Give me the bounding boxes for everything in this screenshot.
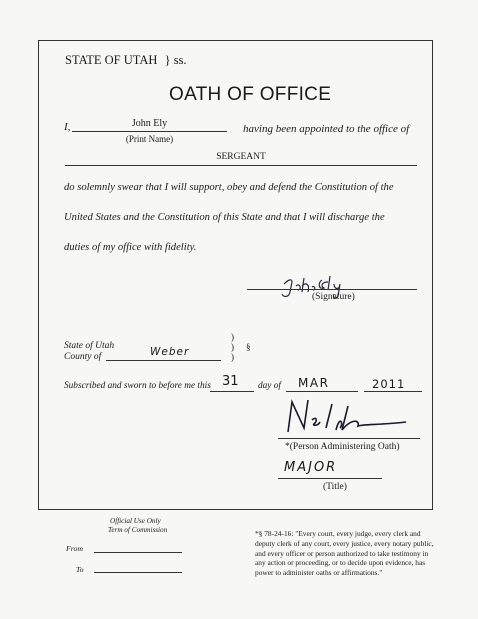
office-line <box>65 165 417 166</box>
month-line <box>286 391 358 392</box>
ss-label: } ss. <box>164 53 187 67</box>
state-heading <box>65 53 187 68</box>
statute-line: and every officer or person authorized to take testimony in <box>255 548 429 558</box>
statute-text <box>255 529 434 578</box>
appointed-text: having been appointed to the office of <box>243 123 410 135</box>
month-value: MAR <box>298 376 330 390</box>
oath-line-2: United States and the Constitution of this State and that I will discharge the <box>64 212 385 223</box>
signature-line <box>247 289 417 290</box>
day-value: 31 <box>222 374 239 389</box>
document-border <box>38 40 433 510</box>
year-value: 2011 <box>372 377 406 391</box>
statute-line: deputy clerk of any court, every justice, every notary public, <box>255 538 434 548</box>
title-value: MAJOR <box>284 460 338 475</box>
bracket-3: ) <box>231 352 234 362</box>
state-of-utah-label: State of Utah <box>64 341 115 351</box>
state-label: STATE OF UTAH <box>65 53 158 67</box>
official-use-heading: Official Use Only <box>110 517 161 525</box>
county-value: Weber <box>150 346 190 358</box>
from-label: From <box>66 544 84 553</box>
administrator-caption: *(Person Administering Oath) <box>285 442 400 452</box>
administrator-line <box>278 438 420 439</box>
county-label: County of <box>64 352 102 362</box>
county-line <box>106 360 221 361</box>
title-caption: (Title) <box>323 482 347 492</box>
statute-line: any action or proceeding, or to decide upon evidence, has <box>255 558 426 568</box>
name-line <box>72 131 227 132</box>
bracket-2: ) <box>231 342 234 352</box>
document-title: OATH OF OFFICE <box>169 84 332 105</box>
administrator-signature <box>282 398 412 436</box>
to-label: To <box>76 565 84 574</box>
statute-line: *§ 78-24-16: "Every court, every judge, every clerk and <box>255 529 421 538</box>
year-line <box>364 391 422 392</box>
i-label: I, <box>64 121 71 133</box>
signature-caption: (Signature) <box>312 292 355 302</box>
statute-line: power to administer oaths or affirmations." <box>255 568 383 578</box>
day-of-label: day of <box>258 381 281 391</box>
print-name-caption: (Print Name) <box>125 134 174 144</box>
section-mark: § <box>246 342 251 352</box>
title-line <box>278 478 382 479</box>
office-value: SERGEANT <box>216 152 266 162</box>
bracket-1: ) <box>231 332 234 342</box>
from-line <box>94 552 182 553</box>
oath-line-3: duties of my office with fidelity. <box>64 242 197 253</box>
to-line <box>94 572 182 573</box>
name-value: John Ely <box>131 118 168 129</box>
subscribed-text: Subscribed and sworn to before me this <box>64 381 211 391</box>
day-line <box>210 391 254 392</box>
term-of-commission-heading: Term of Commission <box>108 526 168 534</box>
oath-line-1: do solemnly swear that I will support, obey and defend the Constitution of the <box>64 182 394 193</box>
